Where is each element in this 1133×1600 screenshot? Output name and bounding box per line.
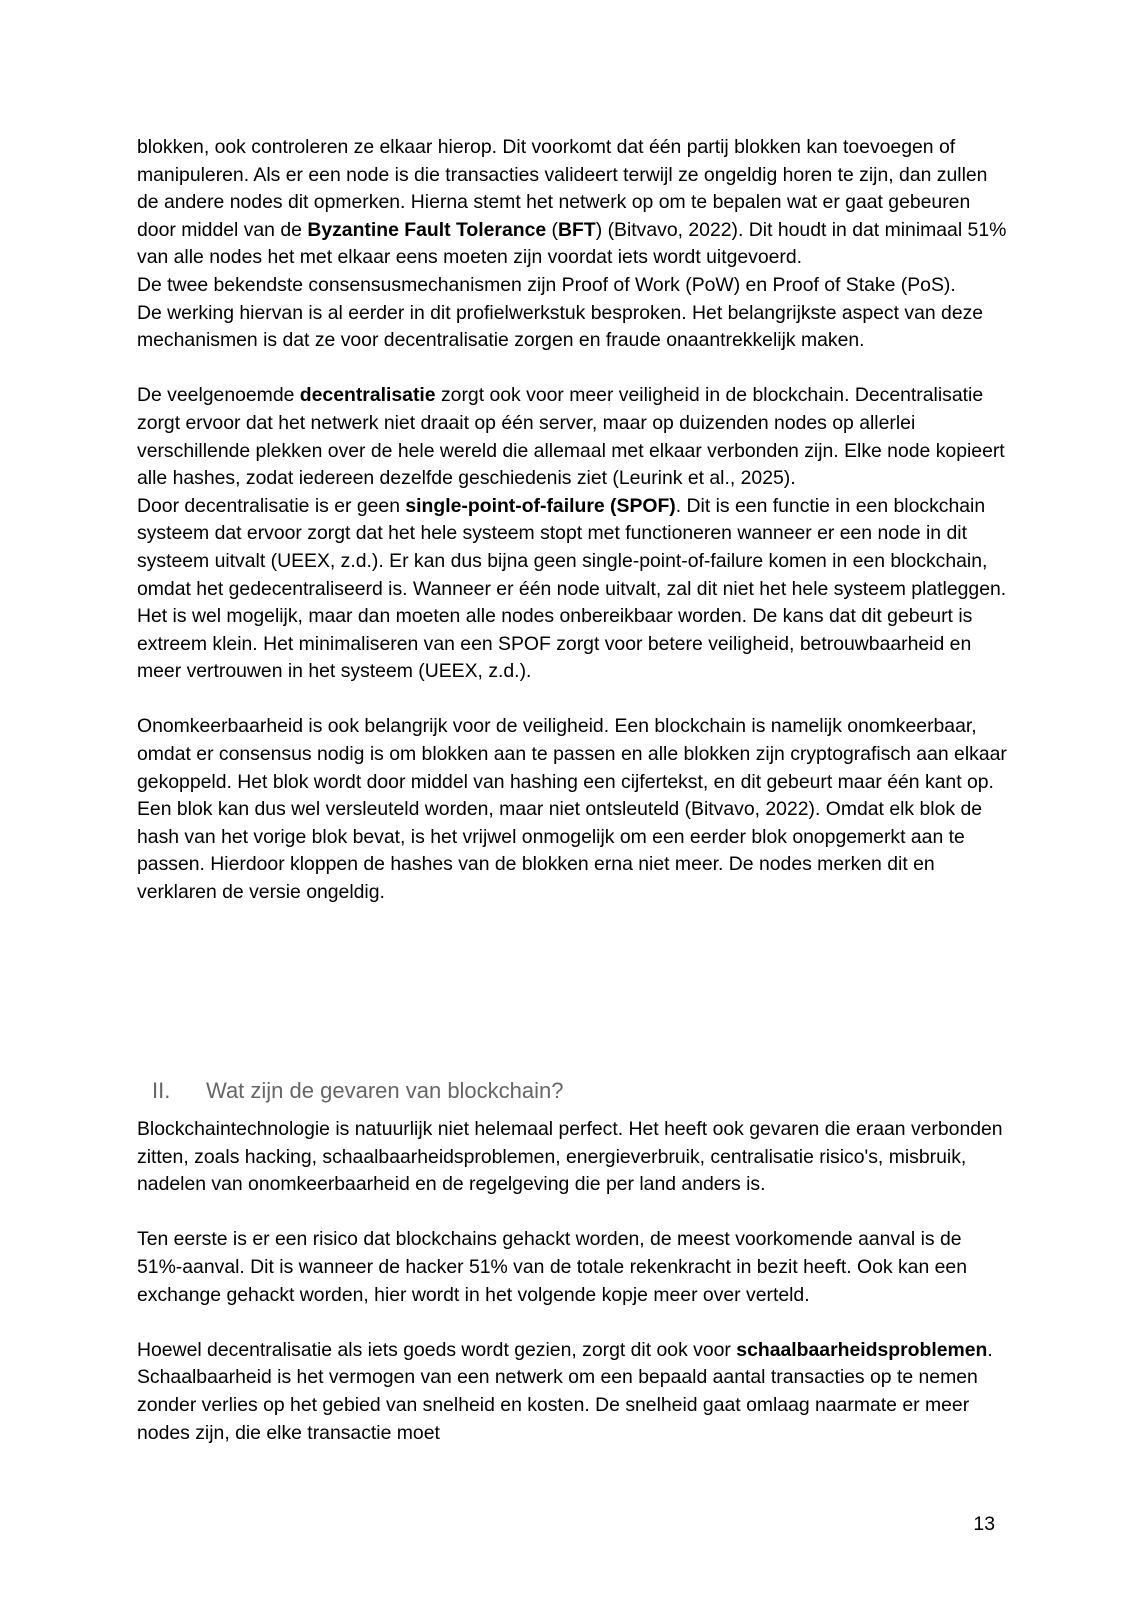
- bold-term-byzantine: Byzantine Fault Tolerance: [307, 218, 547, 241]
- paragraph-consensus: De twee bekendste consensusmechanismen zijn Proof of Work (PoW) en Proof of Stake (PoS).: [137, 273, 956, 296]
- page-number: 13: [973, 1513, 995, 1535]
- body-text-section-1: [137, 134, 1009, 907]
- paragraph-bft: [137, 134, 1009, 272]
- heading-title: Wat zijn de gevaren van blockchain?: [206, 1078, 564, 1103]
- text-run: Door decentralisatie is er geen: [137, 494, 406, 517]
- bold-term-spof: single-point-of-failure (SPOF): [405, 494, 676, 517]
- text-run: . Schaalbaarheid is het vermogen van een netwerk om een bepaald aantal transacties op te nemen zonder verlies op het gebied van snelheid en kosten. De snelheid gaat omlaag naarmate er meer nodes zijn, die elke transactie moet: [137, 1338, 993, 1444]
- paragraph-mechanisms: De werking hiervan is al eerder in dit profielwerkstuk besproken. Het belangrijkste aspect van deze mechanismen is dat ze voor decentralisatie zorgen en fraude onaantrekkelijk maken.: [137, 301, 984, 352]
- section-heading: [152, 1077, 564, 1105]
- bold-term-decentralisatie: decentralisatie: [299, 384, 436, 407]
- text-run: ) (Bitvavo, 2022). Dit houdt in dat minimaal 51% van alle nodes het met elkaar eens moeten zijn voordat iets wordt uitgevoerd.: [137, 218, 1007, 269]
- body-text-section-2: [137, 1116, 1009, 1447]
- heading-number: II.: [152, 1078, 171, 1103]
- text-run: De veelgenoemde: [137, 384, 300, 407]
- text-run: blokken, ook controleren ze elkaar hierop. Dit voorkomt dat één partij blokken kan toevoegen of manipuleren. Als er een node is die transacties valideert terwijl ze ongeldig horen te zijn, dan zullen de andere nodes dit opmerken. Hierna stemt het netwerk op om te bepalen wat er gaat gebeuren door middel van de: [137, 136, 988, 241]
- paragraph-decentralisatie: [137, 382, 1009, 492]
- paragraph-gevaren-intro: Blockchaintechnologie is natuurlijk niet helemaal perfect. Het heeft ook gevaren die eraan verbonden zitten, zoals hacking, schaalbaarheidsproblemen, energieverbruik, centralisatie risico's, misbruik, nadelen van onomkeerbaarheid en de regelgeving die per land anders is.: [137, 1118, 1003, 1196]
- text-run: (: [546, 218, 559, 241]
- paragraph-schaalbaarheid: [137, 1337, 1009, 1447]
- text-run: Hoewel decentralisatie als iets goeds wordt gezien, zorgt dit ook voor: [137, 1338, 737, 1361]
- bold-term-schaalbaarheidsproblemen: schaalbaarheidsproblemen: [736, 1338, 988, 1361]
- text-run: . Dit is een functie in een blockchain systeem dat ervoor zorgt dat het hele systeem stopt met functioneren wanneer er een node in dit systeem uitvalt (UEEX, z.d.). Er kan dus bijna geen single-point-of-failure komen in een blockchain, omdat het gedecentraliseerd is. Wanneer er één node uitvalt, zal dit niet het hele systeem platleggen. Het is wel mogelijk, maar dan moeten alle nodes onbereikbaar worden. De kans dat dit gebeurt is extreem klein. Het minimaliseren van een SPOF zorgt voor betere veiligheid, betrouwbaarheid en meer vertrouwen in het systeem (UEEX, z.d.).: [137, 494, 1007, 683]
- text-run: zorgt ook voor meer veiligheid in de blockchain. Decentralisatie zorgt ervoor dat het netwerk niet draait op één server, maar op duizenden nodes op allerlei verschillende plekken over de hele wereld die allemaal met elkaar verbonden zijn. Elke node kopieert alle hashes, zodat iedereen dezelfde geschiedenis ziet (Leurink et al., 2025).: [137, 384, 1005, 490]
- bold-term-bft: BFT: [558, 218, 596, 241]
- paragraph-spof: [137, 493, 1009, 686]
- paragraph-onomkeerbaarheid: Onomkeerbaarheid is ook belangrijk voor de veiligheid. Een blockchain is namelijk onomkeerbaar, omdat er consensus nodig is om blokken aan te passen en alle blokken zijn cryptografisch aan elkaar gekoppeld. Het blok wordt door middel van hashing een cijfertekst, en dit gebeurt maar één kant op. Een blok kan dus wel versleuteld worden, maar niet ontsleuteld (Bitvavo, 2022). Omdat elk blok de hash van het vorige blok bevat, is het vrijwel onmogelijk om een eerder blok onopgemerkt aan te passen. Hierdoor kloppen de hashes van de blokken erna niet meer. De nodes merken dit en verklaren de versie ongeldig.: [137, 715, 1007, 904]
- paragraph-hacking: Ten eerste is er een risico dat blockchains gehackt worden, de meest voorkomende aanval is de 51%-aanval. Dit is wanneer de hacker 51% van de totale rekenkracht in bezit heeft. Ook kan een exchange gehackt worden, hier wordt in het volgende kopje meer over verteld.: [137, 1228, 967, 1306]
